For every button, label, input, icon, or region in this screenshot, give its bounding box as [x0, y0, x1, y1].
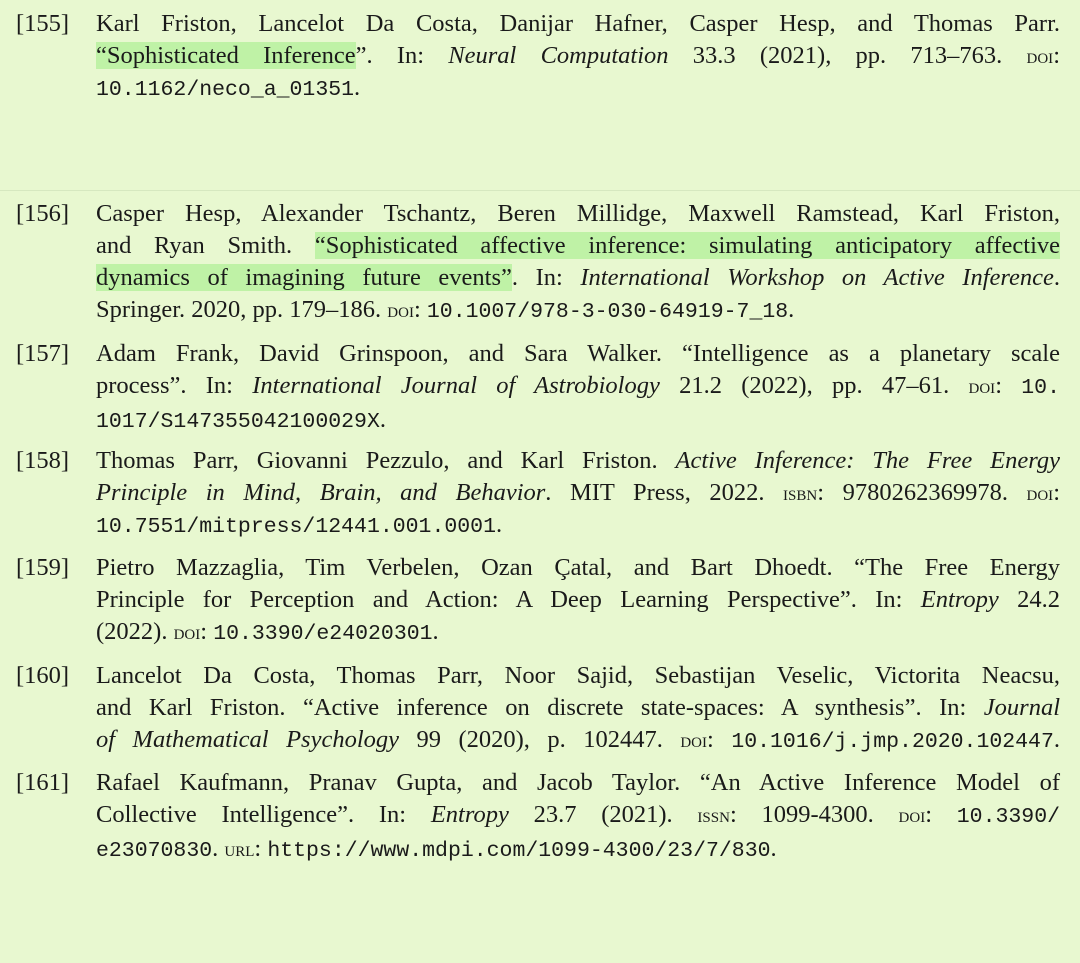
reference-line	[96, 338, 1060, 370]
reference-text-segment: . In:	[511, 264, 581, 291]
reference-text-segment: doi	[173, 619, 201, 644]
reference-text-segment: Thomas Parr, Giovanni Pezzulo, and Karl Friston.	[96, 447, 676, 474]
reference-line	[96, 370, 1060, 404]
reference-text-segment: url	[224, 836, 255, 861]
reference-text-segment: (2022).	[96, 618, 174, 645]
reference-text-segment: and Ryan Smith.	[96, 232, 315, 259]
reference-number: [161]	[16, 769, 70, 796]
reference-line	[96, 8, 1060, 40]
reference-line	[96, 724, 1060, 758]
doi-link[interactable]: e23070830	[96, 839, 213, 863]
reference-text-segment: :	[995, 372, 1022, 399]
reference-text-segment: .	[495, 511, 503, 538]
reference-text-segment: .	[379, 406, 386, 433]
reference-text-segment: 21.2 (2022), pp. 47–61.	[659, 372, 969, 399]
page-break-divider	[0, 190, 1080, 191]
highlighted-text: dynamics of imagining future events”	[96, 264, 512, 291]
reference-text-segment: Journal	[983, 694, 1060, 721]
reference-text-segment: .	[1053, 726, 1060, 753]
reference-155	[16, 8, 1060, 106]
reference-text-segment: International Workshop on Active Inference	[580, 264, 1054, 291]
reference-text-segment: :	[413, 296, 427, 323]
reference-text-segment: :	[925, 801, 957, 828]
reference-text-segment: Pietro Mazzaglia, Tim Verbelen, Ozan Çatal, and Bart Dhoedt. “The Free Energy	[96, 554, 1060, 581]
reference-text-segment: .	[212, 835, 225, 862]
reference-text-segment: 33.3 (2021), pp. 713–763.	[668, 42, 1027, 69]
reference-line	[96, 692, 1060, 724]
reference-text-segment: Neural Computation	[448, 42, 669, 69]
reference-text-segment: doi	[968, 373, 996, 398]
reference-number: [155]	[16, 10, 70, 37]
reference-text-segment: Principle in Mind, Brain, and Behavior	[96, 479, 546, 506]
reference-number: [159]	[16, 554, 70, 581]
url-link[interactable]: https://www.mdpi.com/1099-4300/23/7/830	[267, 839, 771, 863]
reference-text-segment: Springer. 2020, pp. 179–186.	[96, 296, 388, 323]
reference-158	[16, 445, 1060, 543]
reference-line	[96, 833, 1060, 867]
reference-text-segment: Rafael Kaufmann, Pranav Gupta, and Jacob Taylor. “An Active Inference Model of	[96, 769, 1060, 796]
doi-link[interactable]: 1017/S147355042100029X	[96, 410, 380, 434]
reference-text-segment: “	[96, 42, 107, 69]
reference-156	[16, 198, 1060, 328]
doi-link[interactable]: 10.1162/neco_a_01351	[96, 78, 355, 102]
reference-161	[16, 767, 1060, 867]
reference-159	[16, 552, 1060, 650]
reference-text-segment: .	[788, 296, 795, 323]
reference-text-segment: Lancelot Da Costa, Thomas Parr, Noor Sajid, Sebastijan Veselic, Victorita Neacsu,	[96, 662, 1060, 689]
reference-text-segment: . MIT Press, 2022.	[545, 479, 784, 506]
reference-text-segment: :	[1053, 479, 1060, 506]
reference-text-segment: doi	[898, 802, 926, 827]
reference-line	[96, 230, 1060, 262]
reference-text-segment: Entropy	[920, 586, 999, 613]
doi-link[interactable]: 10.1007/978-3-030-64919-7_18	[426, 300, 789, 324]
reference-line	[96, 198, 1060, 230]
doi-link[interactable]: 10.3390/	[956, 805, 1060, 829]
reference-text-segment: 99 (2020), p. 102447.	[399, 726, 681, 753]
reference-text-segment: .	[354, 74, 361, 101]
reference-line	[96, 477, 1060, 509]
reference-line	[96, 616, 1060, 650]
reference-text-segment: .	[770, 835, 777, 862]
reference-text-segment: :	[707, 726, 732, 753]
reference-line	[96, 262, 1060, 294]
reference-text-segment: ”. In:	[355, 42, 449, 69]
reference-text-segment: issn	[697, 802, 730, 827]
reference-text-segment: Karl Friston, Lancelot Da Costa, Danijar Hafner, Casper Hesp, and Thomas Parr.	[96, 10, 1060, 37]
reference-line	[96, 40, 1060, 72]
reference-text-segment: 23.7 (2021).	[508, 801, 698, 828]
reference-text-segment: :	[254, 835, 268, 862]
reference-line	[96, 445, 1060, 477]
reference-line	[96, 509, 1060, 543]
reference-line	[96, 767, 1060, 799]
reference-line	[96, 552, 1060, 584]
reference-text-segment: of Mathematical Psychology	[96, 726, 400, 753]
reference-text-segment: : 1099-4300.	[729, 801, 899, 828]
reference-text-segment: :	[200, 618, 214, 645]
reference-number: [160]	[16, 662, 70, 689]
reference-text-segment: doi	[680, 727, 708, 752]
highlighted-text: Sophisticated Inference	[106, 42, 356, 69]
doi-link[interactable]: 10.7551/mitpress/12441.001.0001	[96, 515, 496, 539]
doi-link[interactable]: 10.3390/e24020301	[213, 622, 433, 646]
reference-text-segment: .	[432, 618, 439, 645]
reference-text-segment: :	[1053, 42, 1060, 69]
reference-text-segment: International Journal of Astrobiology	[252, 372, 660, 399]
reference-160	[16, 660, 1060, 758]
reference-line	[96, 584, 1060, 616]
reference-number: [158]	[16, 447, 70, 474]
reference-text-segment: : 9780262369978.	[817, 479, 1027, 506]
reference-line	[96, 294, 1060, 328]
reference-line	[96, 799, 1060, 833]
reference-text-segment: Casper Hesp, Alexander Tschantz, Beren Millidge, Maxwell Ramstead, Karl Friston,	[96, 200, 1060, 227]
reference-text-segment: Collective Intelligence”. In:	[96, 801, 431, 828]
reference-text-segment: doi	[1026, 480, 1054, 505]
doi-link[interactable]: 10.	[1021, 376, 1060, 400]
reference-157	[16, 338, 1060, 438]
reference-text-segment: and Karl Friston. “Active inference on discrete state-spaces: A synthesis”. In:	[96, 694, 984, 721]
reference-text-segment: Active Inference: The Free Energy	[675, 447, 1060, 474]
reference-text-segment: 24.2	[998, 586, 1061, 613]
reference-text-segment: doi	[1026, 43, 1054, 68]
reference-text-segment: doi	[387, 297, 414, 322]
doi-link[interactable]: 10.1016/j.jmp.2020.102447	[731, 730, 1054, 754]
reference-line	[96, 660, 1060, 692]
reference-text-segment: isbn	[783, 480, 818, 505]
reference-text-segment: Entropy	[430, 801, 509, 828]
reference-text-segment: process”. In:	[96, 372, 253, 399]
reference-line	[96, 404, 1060, 438]
reference-text-segment: .	[1053, 264, 1061, 291]
reference-text-segment: Adam Frank, David Grinspoon, and Sara Walker. “Intelligence as a planetary scale	[96, 340, 1060, 367]
reference-number: [157]	[16, 340, 70, 367]
reference-number: [156]	[16, 200, 70, 227]
reference-line	[96, 72, 1060, 106]
highlighted-text: “Sophisticated affective inference: simulating anticipatory affective	[314, 232, 1060, 259]
reference-text-segment: Principle for Perception and Action: A Deep Learning Perspective”. In:	[96, 586, 921, 613]
